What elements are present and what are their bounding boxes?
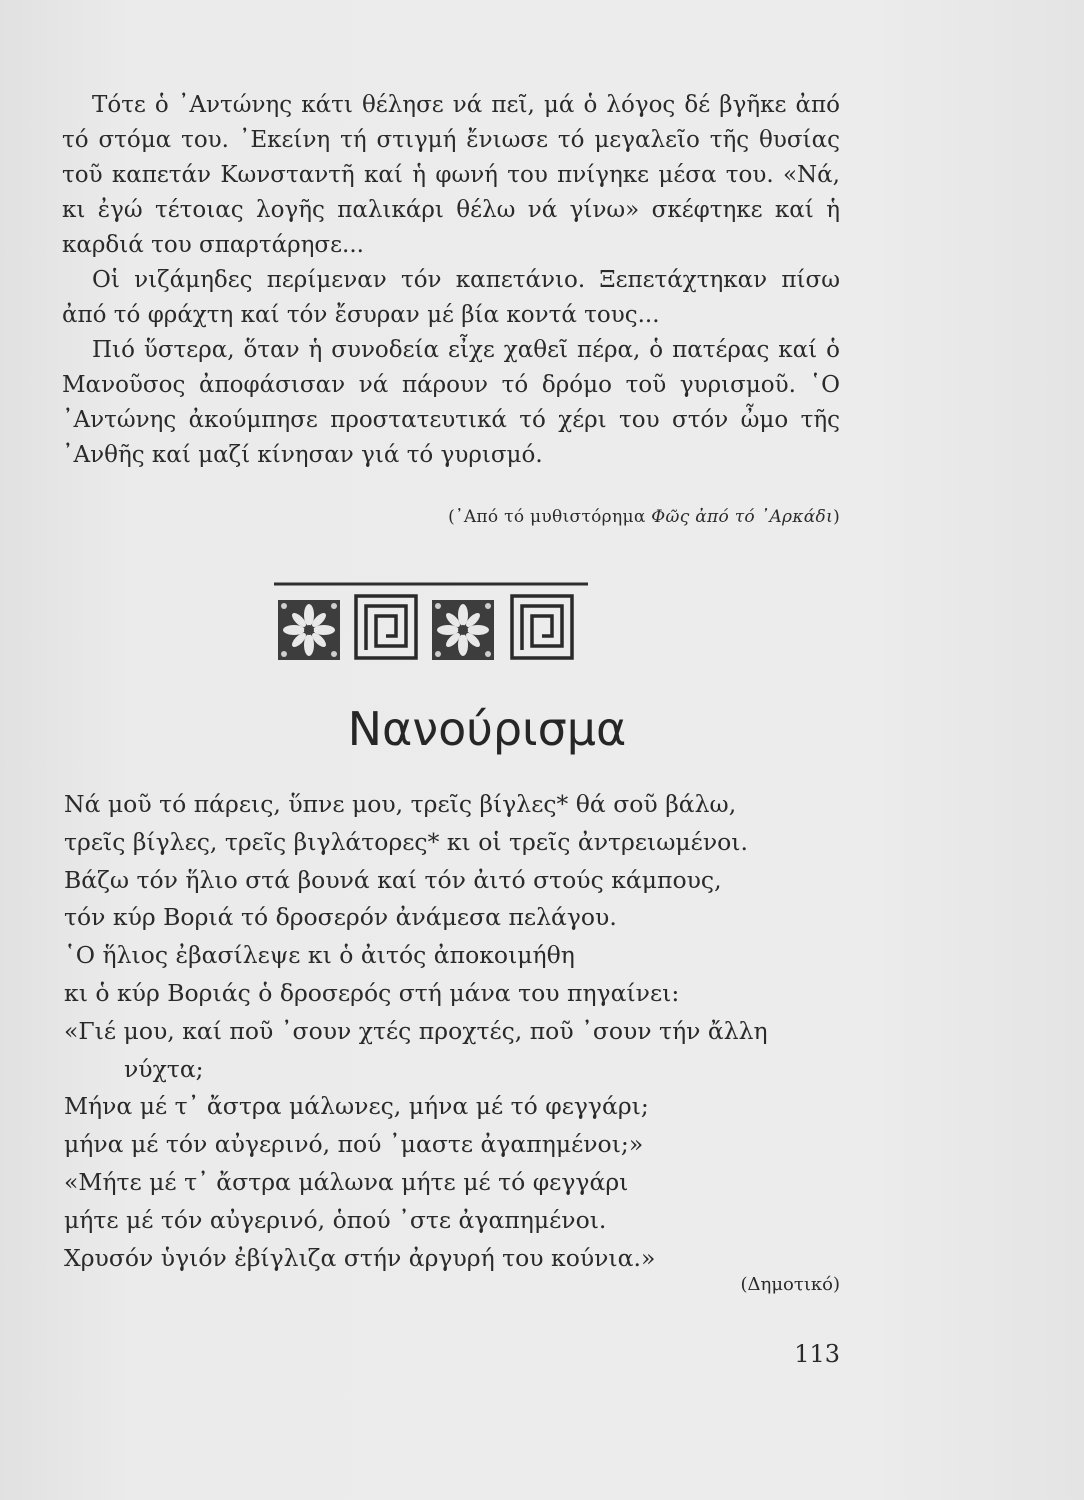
poem-line: «Γιέ μου, καί ποῦ ᾿σουν χτές προχτές, ποῦ ᾿σουν τήν ἄλλη bbox=[64, 1016, 768, 1045]
poem-line: ῾Ο ἥλιος ἐβασίλεψε κι ὁ ἀιτός ἀποκοιμήθη bbox=[64, 941, 575, 970]
source-suffix: ) bbox=[833, 507, 840, 527]
source-citation bbox=[448, 507, 840, 527]
paragraph: Πιό ὕστερα, ὅταν ἡ συνοδεία εἶχε χαθεῖ πέρα, ὁ πατέρας καί ὁ Μανοῦσος ἀποφάσισαν νά πάρουν τό δρόμο τοῦ γυρισμοῦ. ῾Ο ᾿Αντώνης ἀκούμπησε προστατευτικά τό χέρι του στόν ὦμο τῆς ᾿Ανθῆς καί μαζί κίνησαν γιά τό γυρισμό. bbox=[62, 337, 840, 468]
source-prefix: (᾿Από τό μυθιστόρημα bbox=[448, 507, 652, 527]
poem-title: Νανούρισμα bbox=[347, 702, 627, 756]
decorative-ornament bbox=[272, 582, 590, 662]
poem-line: «Μήτε μέ τ᾿ ἄστρα μάλωνα μήτε μέ τό φεγγάρι bbox=[64, 1167, 629, 1196]
flower-tile-icon bbox=[278, 600, 340, 660]
poem-attribution: (Δημοτικό) bbox=[740, 1274, 840, 1295]
poem-line: μήνα μέ τόν αὐγερινό, πού ᾿μαστε ἀγαπημένοι;» bbox=[64, 1130, 644, 1159]
poem-line: τόν κύρ Βοριά τό δροσερόν ἀνάμεσα πελάγου. bbox=[64, 903, 617, 932]
poem-line: Χρυσόν ὑγιόν ἐβίγλιζα στήν ἀργυρή του κούνια.» bbox=[64, 1243, 656, 1272]
flower-tile-icon bbox=[432, 600, 494, 660]
poem-line: Βάζω τόν ἥλιο στά βουνά καί τόν ἀιτό στούς κάμπους, bbox=[64, 865, 722, 894]
poem-line: κι ὁ κύρ Βοριάς ὁ δροσερός στή μάνα του πηγαίνει: bbox=[64, 978, 680, 1007]
paragraph: Τότε ὁ ᾿Αντώνης κάτι θέλησε νά πεῖ, μά ὁ λόγος δέ βγῆκε ἀπό τό στόμα του. ᾿Εκείνη τή στιγμή ἔνιωσε τό μεγαλεῖο τῆς θυσίας τοῦ καπετάν Κωνσταντῆ καί ἡ φωνή του πνίγηκε μέσα του. «Νά, κι ἐγώ τέτοιας λογῆς παλικάρι θέλω νά γίνω» σκέφτηκε καί ἡ καρδιά του σπαρτάρησε... bbox=[62, 92, 840, 258]
poem-line: τρεῖς βίγλες, τρεῖς βιγλάτορες* κι οἱ τρεῖς ἀντρειωμένοι. bbox=[64, 827, 748, 856]
source-title: Φῶς ἀπό τό ᾿Αρκάδι bbox=[651, 507, 834, 527]
meander-tile-icon bbox=[512, 596, 572, 658]
meander-tile-icon bbox=[356, 596, 416, 658]
poem-line: μήτε μέ τόν αὐγερινό, ὁπού ᾿στε ἀγαπημένοι. bbox=[64, 1205, 607, 1234]
prose-text bbox=[62, 88, 840, 473]
poem-body bbox=[64, 786, 854, 1277]
poem-line: Μήνα μέ τ᾿ ἄστρα μάλωνες, μήνα μέ τό φεγγάρι; bbox=[64, 1092, 649, 1121]
page-number: 113 bbox=[794, 1340, 840, 1368]
poem-line-continuation: νύχτα; bbox=[124, 1054, 204, 1083]
paragraph: Οἱ νιζάμηδες περίμεναν τόν καπετάνιο. Ξεπετάχτηκαν πίσω ἀπό τό φράχτη καί τόν ἔσυραν μέ βία κοντά τους... bbox=[62, 267, 840, 328]
poem-line: Νά μοῦ τό πάρεις, ὕπνε μου, τρεῖς βίγλες* θά σοῦ βάλω, bbox=[64, 790, 737, 818]
